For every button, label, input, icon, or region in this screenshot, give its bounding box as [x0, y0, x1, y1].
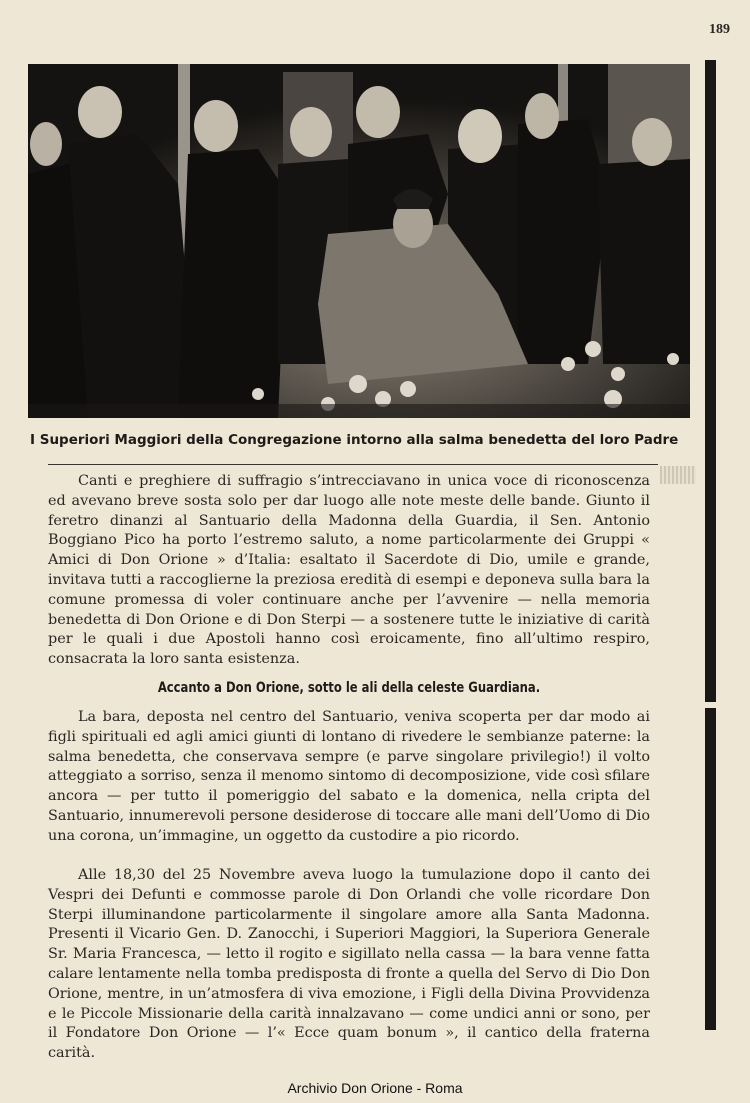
- paragraph-2-text: La bara, deposta nel centro del Santuario, veniva scoperta per dar modo ai figli spirituali ed agli amici giunti di lontano di rivedere le sembianze paterne: la salma benedetta, che conservava sempre (e parve singolare privilegio!) il volto atteggiato a sorriso, senza il menomo sintomo di decomposizione, vide così sfilare ancora — per tutto il pomeriggio del sabato e la domenica, nella cripta del Santuario, innumerevoli persone desiderose di toccare alle mani dell’Uomo di Dio una corona, un’immagine, un oggetto da custodire a pio ricordo.: [48, 709, 650, 844]
- paragraph-2: [48, 708, 650, 847]
- photo-illustration: [28, 64, 690, 418]
- page-edge-bar-bottom: [705, 708, 716, 1030]
- paragraph-3: [48, 866, 650, 1064]
- page-number: 189: [709, 22, 730, 37]
- photo-caption: I Superiori Maggiori della Congregazione intorno alla salma benedetta del loro Padre: [30, 432, 679, 448]
- paragraph-3-text: Alle 18,30 del 25 Novembre aveva luogo la tumulazione dopo il canto dei Vespri dei Defunti e commosse parole di Don Orlandi che volle ricordare Don Sterpi illuminandone particolarmente il singolare amore alla Santa Madonna. Presenti il Vicario Gen. D. Zanocchi, i Superiori Maggiori, la Superiora Generale Sr. Maria Francesca, — letto il rogito e sigillato nella cassa — la bara venne fatta calare lentamente nella tomba predisposta di fronte a quella del Servo di Dio Don Orione, mentre, in un’atmosfera di viva emozione, i Figli della Divina Provvidenza e le Piccole Missionarie della carità innalzavano — come undici anni or sono, per il Fondatore Don Orione — l’« Ecce quam bonum », il cantico della fraterna carità.: [48, 867, 650, 1062]
- paragraph-1-text: Canti e preghiere di suffragio s’intrecciavano in unica voce di riconoscenza ed avevano breve sosta solo per dar luogo alle note meste delle bande. Giunto il feretro dinanzi al Santuario della Madonna della Guardia, il Sen. Antonio Boggiano Pico ha porto l’estremo saluto, a nome particolarmente dei Gruppi « Amici di Don Orione » d’Italia: esaltato il Sacerdote di Dio, umile e grande, invitava tutti a raccoglierne la preziosa eredità di esempi e deponeva sulla bara la comune promessa di voler continuare anche per l’avvenire — nella memoria benedetta di Don Orione e di Don Sterpi — a sostenere tutte le iniziative di carità per le quali i due Apostoli hanno così eroicamente, fino all’ultimo respiro, consacrata la loro santa esistenza.: [48, 473, 650, 668]
- scan-stamp-mark: [660, 466, 696, 484]
- archive-footer: Archivio Don Orione - Roma: [287, 1080, 463, 1096]
- caption-divider: [48, 464, 658, 465]
- page-edge-bar-top: [705, 60, 716, 702]
- section-heading: Accanto a Don Orione, sotto le ali della celeste Guardiana.: [157, 680, 541, 696]
- paragraph-1: [48, 472, 650, 670]
- photograph-superiors-around-bier: [28, 64, 690, 418]
